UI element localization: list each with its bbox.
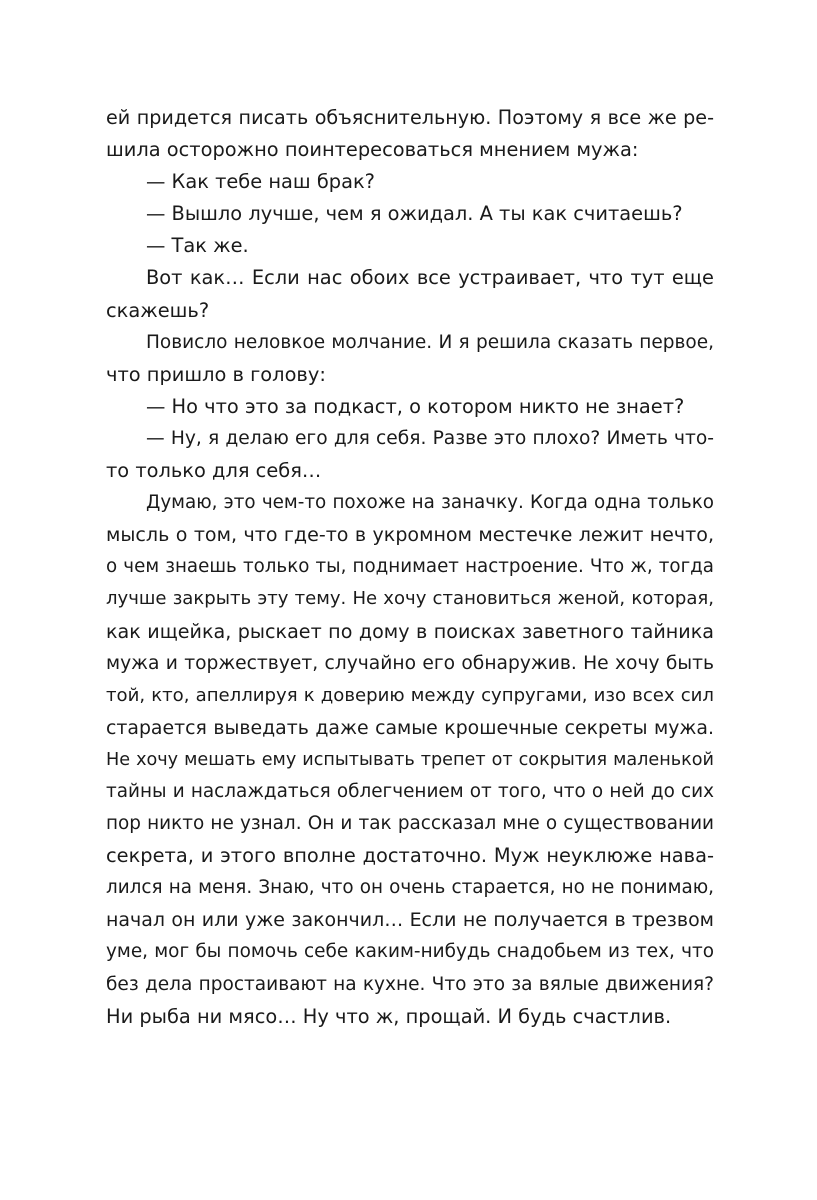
- text-line: без дела простаивают на кухне. Что это за вялые движения?: [106, 973, 714, 995]
- text-line: лучше закрыть эту тему. Не хочу становиться женой, которая,: [106, 588, 714, 610]
- text-line: шила осторожно поинтересоваться мнением мужа:: [106, 138, 639, 162]
- text-line: о чем знаешь только ты, поднимает настроение. Что ж, тогда: [106, 556, 714, 578]
- body-text: [106, 102, 714, 1033]
- text-line: что пришло в голову:: [106, 362, 326, 386]
- text-line: лился на меня. Знаю, что он очень старается, но не понимаю,: [106, 877, 714, 899]
- text-line: мысль о том, что где-то в укромном местечке лежит нечто,: [106, 524, 714, 547]
- text-line: — Вышло лучше, чем я ожидал. А ты как считаешь?: [146, 202, 683, 226]
- text-line: мужа и торжествует, случайно его обнаружив. Не хочу быть: [106, 652, 714, 674]
- text-line: — Но что это за подкаст, о котором никто не знает?: [146, 394, 685, 418]
- text-line: — Как тебе наш брак?: [146, 170, 375, 194]
- text-line: — Ну, я делаю его для себя. Разве это плохо? Иметь что-: [146, 427, 714, 449]
- text-line: уме, мог бы помочь себе каким-нибудь снадобьем из тех, что: [106, 941, 714, 963]
- text-line: Не хочу мешать ему испытывать трепет от сокрытия маленькой: [106, 749, 714, 770]
- text-line: старается выведать даже самые крошечные секреты мужа.: [106, 716, 714, 739]
- text-line: пор никто не узнал. Он и так рассказал мне о существовании: [106, 813, 714, 835]
- text-line: как ищейка, рыскает по дому в поисках заветного тайника: [106, 619, 714, 643]
- text-line: ей придется писать объяснительную. Поэтому я все же ре-: [106, 106, 714, 129]
- text-line: скажешь?: [106, 298, 210, 322]
- text-line: — Так же.: [146, 234, 249, 258]
- text-line: секрета, и этого вполне достаточно. Муж неуклюже нава-: [106, 844, 714, 868]
- text-line: начал он или уже закончил… Если не получается в трезвом: [106, 909, 714, 932]
- text-line: Ни рыба ни мясо… Ну что ж, прощай. И будь счастлив.: [106, 1004, 672, 1028]
- text-line: той, кто, апеллируя к доверию между супругами, изо всех сил: [106, 684, 714, 706]
- text-line: Вот как… Если нас обоих все устраивает, что тут еще: [146, 266, 714, 290]
- text-line: Думаю, это чем-то похоже на заначку. Когда одна только: [146, 492, 714, 514]
- text-line: тайны и наслаждаться облегчением от того, что о ней до сих: [106, 780, 714, 802]
- text-line: Повисло неловкое молчание. И я решила сказать первое,: [146, 331, 714, 353]
- text-line: то только для себя…: [106, 459, 322, 483]
